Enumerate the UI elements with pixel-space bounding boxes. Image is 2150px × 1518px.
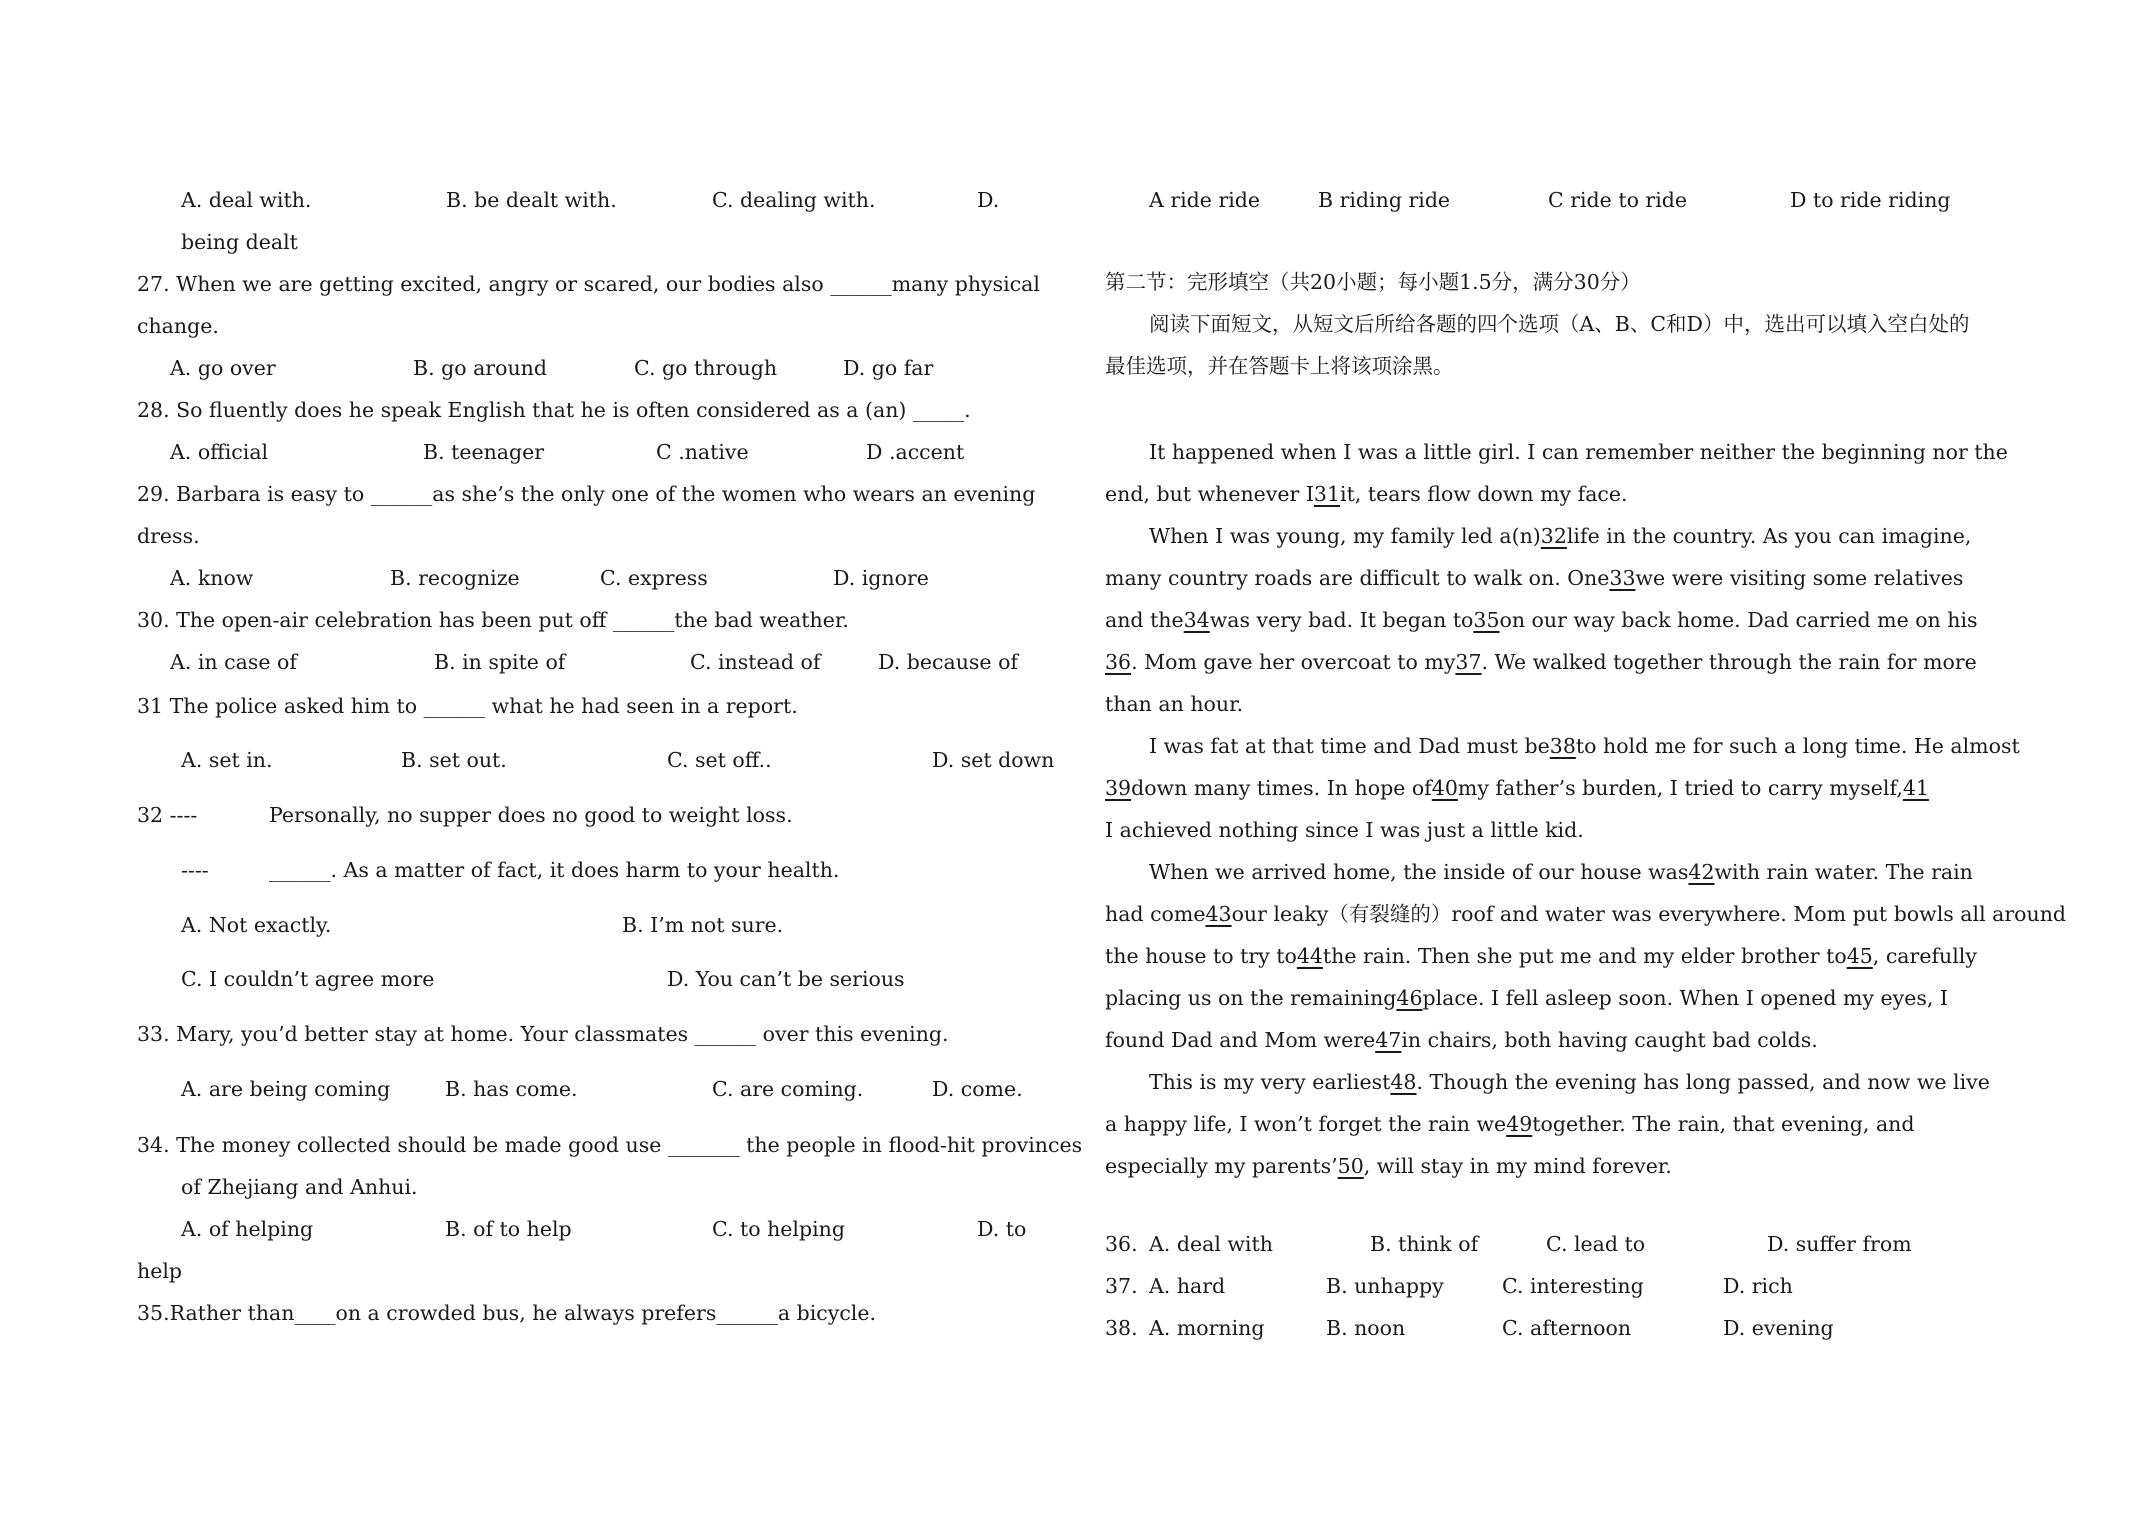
passage-line: I achieved nothing since I was just a little kid. — [1105, 818, 1584, 842]
blank-35: 35 — [1473, 608, 1500, 632]
q33-option-c: C. are coming. — [712, 1077, 864, 1101]
q29-stem: 29. Barbara is easy to ______as she’s the only one of the women who wears an evening — [137, 482, 1036, 506]
q37-number: 37. — [1105, 1274, 1138, 1298]
q36-number: 36. — [1105, 1232, 1138, 1256]
passage-line: end, but whenever I31it, tears flow down my face. — [1105, 482, 1628, 506]
instruction-line-1: 阅读下面短文，从短文后所给各题的四个选项（A、B、C和D）中，选出可以填入空白处的 — [1149, 312, 1970, 336]
blank-50: 50 — [1337, 1154, 1364, 1178]
q38-option-a: A. morning — [1149, 1316, 1265, 1340]
q35-stem: 35.Rather than____on a crowded bus, he always prefers______a bicycle. — [137, 1301, 877, 1325]
q34-stem: 34. The money collected should be made good use _______ the people in flood-hit provinces — [137, 1133, 1083, 1157]
q28-option-d: D .accent — [866, 440, 965, 464]
q37-option-b: B. unhappy — [1326, 1274, 1444, 1298]
q32-option-a: A. Not exactly. — [181, 913, 332, 937]
q36-option-b: B. think of — [1370, 1232, 1479, 1256]
q32-number: 32 ---- — [137, 803, 198, 827]
passage-line: 39down many times. In hope of40my father’s burden, I tried to carry myself,41 — [1105, 776, 1929, 800]
passage-line: had come43our leaky（有裂缝的）roof and water was everywhere. Mom put bowls all around — [1105, 902, 2067, 926]
q27-option-d: D. go far — [843, 356, 934, 380]
q30-stem: 30. The open-air celebration has been put off ______the bad weather. — [137, 608, 849, 632]
q35-option-d: D to ride riding — [1790, 188, 1951, 212]
blank-33: 33 — [1609, 566, 1636, 590]
q26-option-c: C. dealing with. — [712, 188, 876, 212]
q29-option-a: A. know — [170, 566, 254, 590]
q26-option-a: A. deal with. — [181, 188, 312, 212]
blank-38: 38 — [1549, 734, 1576, 758]
passage-line: I was fat at that time and Dad must be38to hold me for such a long time. He almost — [1149, 734, 2020, 758]
blank-43: 43 — [1205, 902, 1232, 926]
q34-option-a: A. of helping — [181, 1217, 314, 1241]
instruction-line-2: 最佳选项，并在答题卡上将该项涂黑。 — [1105, 354, 1454, 378]
q38-option-c: C. afternoon — [1502, 1316, 1632, 1340]
q37-option-d: D. rich — [1723, 1274, 1793, 1298]
q26-option-d: D. — [977, 188, 1000, 212]
q32-option-d: D. You can’t be serious — [667, 967, 905, 991]
q28-stem: 28. So fluently does he speak English that he is often considered as a (an) _____. — [137, 398, 971, 422]
passage-line: When I was young, my family led a(n)32life in the country. As you can imagine, — [1149, 524, 1972, 548]
blank-47: 47 — [1375, 1028, 1402, 1052]
q27-stem-cont: change. — [137, 314, 219, 338]
blank-40: 40 — [1431, 776, 1458, 800]
q34-option-c: C. to helping — [712, 1217, 845, 1241]
q33-option-b: B. has come. — [445, 1077, 578, 1101]
q29-option-b: B. recognize — [390, 566, 520, 590]
q32-line1: Personally, no supper does no good to weight loss. — [269, 803, 793, 827]
passage-line: placing us on the remaining46place. I fell asleep soon. When I opened my eyes, I — [1105, 986, 1948, 1010]
q30-option-d: D. because of — [878, 650, 1018, 674]
q33-option-d: D. come. — [932, 1077, 1023, 1101]
q26-option-b: B. be dealt with. — [446, 188, 617, 212]
q30-option-b: B. in spite of — [434, 650, 566, 674]
q30-option-c: C. instead of — [690, 650, 821, 674]
passage-line: especially my parents’50, will stay in my mind forever. — [1105, 1154, 1672, 1178]
blank-37: 37 — [1455, 650, 1482, 674]
passage-line: found Dad and Mom were47in chairs, both having caught bad colds. — [1105, 1028, 1818, 1052]
q38-number: 38. — [1105, 1316, 1138, 1340]
q26-option-d-cont: being dealt — [181, 230, 298, 254]
passage-line: When we arrived home, the inside of our house was42with rain water. The rain — [1149, 860, 1973, 884]
section-title: 第二节：完形填空（共20小题；每小题1.5分，满分30分） — [1105, 270, 1641, 294]
q36-option-d: D. suffer from — [1767, 1232, 1912, 1256]
q34-option-d-cont: help — [137, 1259, 183, 1283]
q28-option-c: C .native — [656, 440, 749, 464]
blank-49: 49 — [1506, 1112, 1533, 1136]
q31-option-a: A. set in. — [181, 748, 273, 772]
passage-line: It happened when I was a little girl. I can remember neither the beginning nor the — [1149, 440, 2008, 464]
q29-stem-cont: dress. — [137, 524, 200, 548]
q31-option-b: B. set out. — [401, 748, 507, 772]
q37-option-a: A. hard — [1149, 1274, 1226, 1298]
q29-option-c: C. express — [600, 566, 708, 590]
q32-line2-dash: ---- — [181, 858, 209, 882]
q35-option-c: C ride to ride — [1548, 188, 1688, 212]
q35-option-b: B riding ride — [1318, 188, 1451, 212]
q34-stem-cont: of Zhejiang and Anhui. — [181, 1175, 418, 1199]
blank-48: 48 — [1390, 1070, 1417, 1094]
passage-line: the house to try to44the rain. Then she put me and my elder brother to45, carefully — [1105, 944, 1977, 968]
passage-line: and the34was very bad. It began to35on our way back home. Dad carried me on his — [1105, 608, 1978, 632]
blank-41: 41 — [1902, 776, 1929, 800]
q37-option-c: C. interesting — [1502, 1274, 1644, 1298]
q32-line2: ______. As a matter of fact, it does harm to your health. — [269, 858, 840, 882]
q32-option-c: C. I couldn’t agree more — [181, 967, 435, 991]
blank-36: 36 — [1105, 650, 1132, 674]
q31-stem: 31 The police asked him to ______ what he had seen in a report. — [137, 694, 798, 718]
q34-option-d: D. to — [977, 1217, 1027, 1241]
passage-line: many country roads are difficult to walk on. One33we were visiting some relatives — [1105, 566, 1964, 590]
q30-option-a: A. in case of — [170, 650, 297, 674]
blank-45: 45 — [1846, 944, 1873, 968]
q33-option-a: A. are being coming — [181, 1077, 391, 1101]
q31-option-c: C. set off.. — [667, 748, 772, 772]
blank-32: 32 — [1540, 524, 1567, 548]
blank-39: 39 — [1105, 776, 1132, 800]
blank-46: 46 — [1396, 986, 1423, 1010]
passage-line: than an hour. — [1105, 692, 1244, 716]
blank-44: 44 — [1296, 944, 1323, 968]
blank-34: 34 — [1183, 608, 1210, 632]
q35-option-a: A ride ride — [1149, 188, 1261, 212]
q28-option-b: B. teenager — [423, 440, 545, 464]
q27-option-a: A. go over — [170, 356, 276, 380]
q29-option-d: D. ignore — [833, 566, 929, 590]
q36-option-c: C. lead to — [1546, 1232, 1646, 1256]
q28-option-a: A. official — [170, 440, 269, 464]
q33-stem: 33. Mary, you’d better stay at home. Your classmates ______ over this evening. — [137, 1022, 949, 1046]
q38-option-d: D. evening — [1723, 1316, 1834, 1340]
passage-line: This is my very earliest48. Though the evening has long passed, and now we live — [1149, 1070, 1990, 1094]
q27-option-c: C. go through — [634, 356, 778, 380]
blank-31: 31 — [1313, 482, 1341, 506]
q36-option-a: A. deal with — [1149, 1232, 1273, 1256]
q27-option-b: B. go around — [413, 356, 547, 380]
q31-option-d: D. set down — [932, 748, 1055, 772]
passage-line: 36. Mom gave her overcoat to my37. We walked together through the rain for more — [1105, 650, 1977, 674]
q38-option-b: B. noon — [1326, 1316, 1406, 1340]
q34-option-b: B. of to help — [445, 1217, 572, 1241]
blank-42: 42 — [1688, 860, 1715, 884]
passage-line: a happy life, I won’t forget the rain we49together. The rain, that evening, and — [1105, 1112, 1915, 1136]
q27-stem: 27. When we are getting excited, angry or scared, our bodies also ______many physical — [137, 272, 1040, 296]
q32-option-b: B. I’m not sure. — [622, 913, 784, 937]
